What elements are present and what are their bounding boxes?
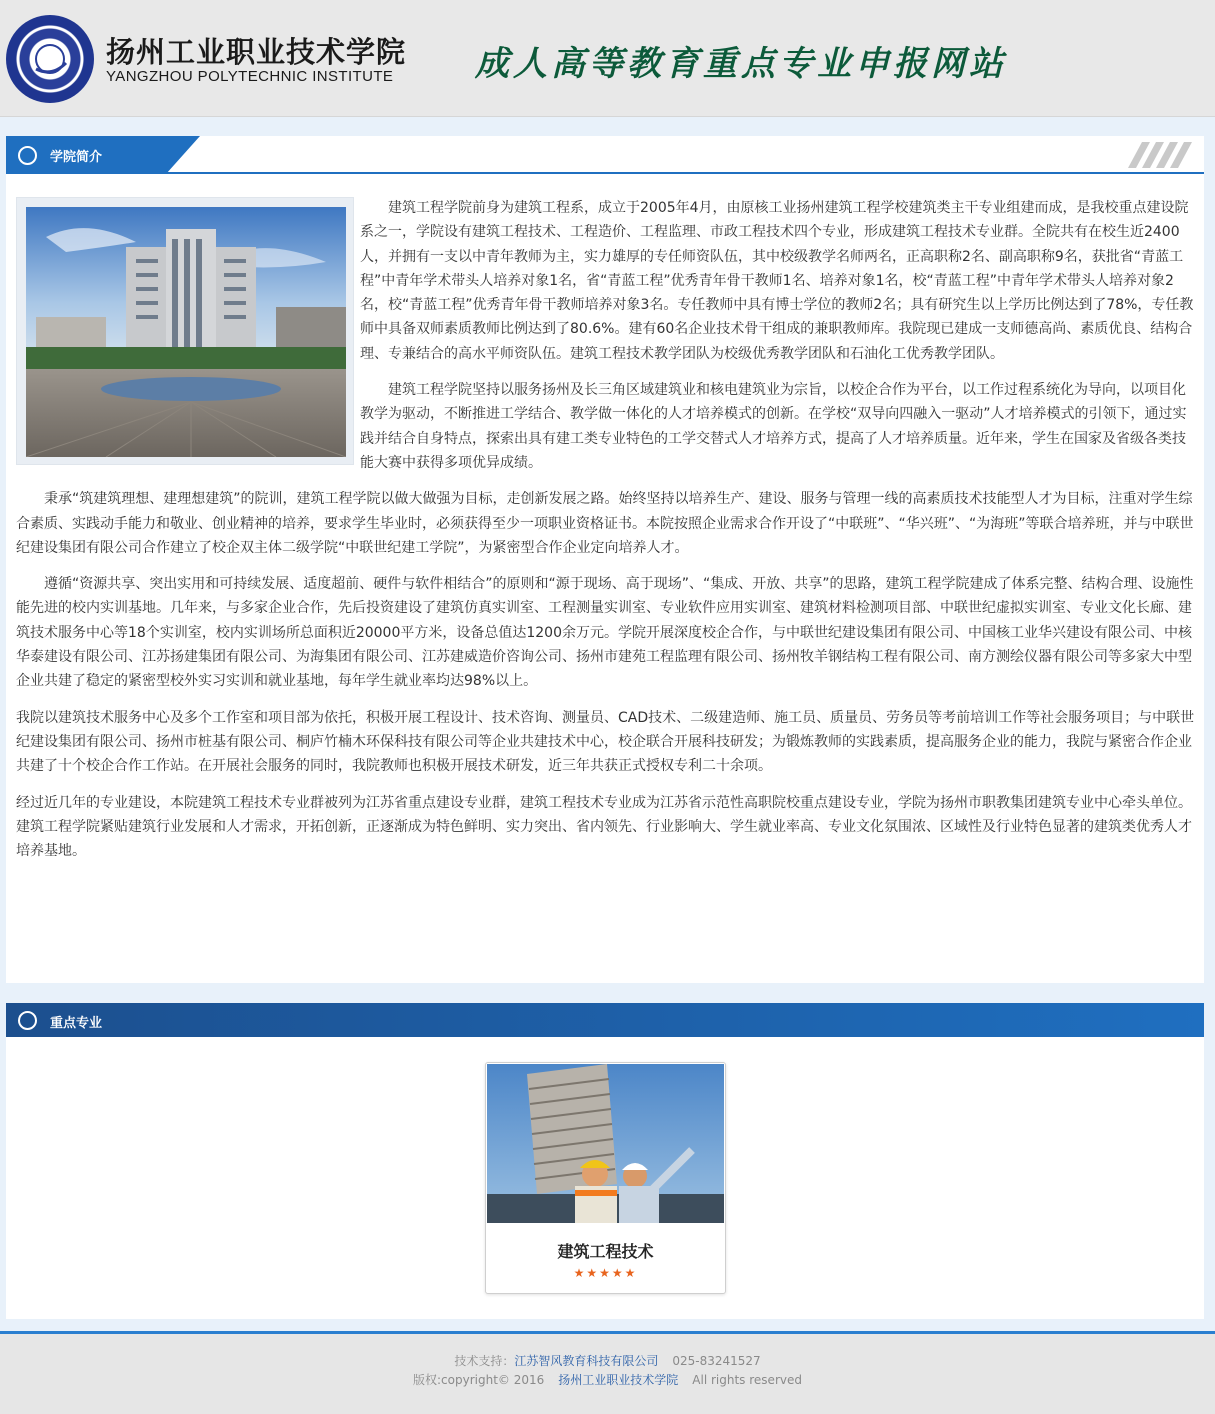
major-photo[interactable] <box>487 1064 724 1223</box>
major-card[interactable] <box>485 1062 726 1294</box>
intro-section-title: 学院简介 <box>50 150 103 165</box>
support-phone: 025-83241527 <box>672 1354 761 1368</box>
rating-stars: ★★★★★ <box>573 1266 638 1280</box>
school-name-cn[interactable]: 扬州工业职业技术学院 <box>106 35 407 69</box>
section-circle-icon <box>18 146 37 165</box>
intro-paragraph: 遵循“资源共享、突出实用和可持续发展、适度超前、硬件与软件相结合”的原则和“源于现场、高于现场”、“集成、开放、共享”的思路，建筑工程学院建成了体系完整、结构合理、设施性能先进的校内实训基地。几年来，与多家企业合作，先后投资建设了建筑仿真实训室、工程测量实训室、专业软件应用实训室、建筑材料检测项目部、中联世纪虚拟实训室、专业文化长廊、建筑技术服务中心等18个实训室，校内实训场所总面积近20000平方米，设备总值达1200余万元。学院开展深度校企合作，与中联世纪建设集团有限公司、中国核工业华兴建设有限公司、中核华泰建设有限公司、江苏扬建集团有限公司、为海集团有限公司、江苏建威造价咨询公司、扬州市建苑工程监理有限公司、扬州牧羊钢结构工程有限公司、南方测绘仪器有限公司等多家大中型企业共建了稳定的紧密型校外实习实训和就业基地，每年学生就业率均达98%以上。 <box>16 576 1194 690</box>
intro-paragraph: 经过近几年的专业建设，本院建筑工程技术专业群被列为江苏省重点建设专业群，建筑工程技术专业成为江苏省示范性高职院校重点建设专业，学院为扬州市职教集团建筑专业中心牵头单位。建筑工程学院紧贴建筑行业发展和人才需求，开拓创新，正逐渐成为特色鲜明、实力突出、省内领先、行业影响大、学生就业率高、专业文化氛围浓、区域性及行业特色显著的建筑类优秀人才培养基地。 <box>16 794 1192 860</box>
school-seal-icon[interactable] <box>6 15 94 103</box>
majors-section-bar <box>6 1003 1204 1037</box>
intro-section-bar <box>6 136 1204 174</box>
footer-copyright-line <box>0 1371 1215 1388</box>
site-header <box>0 0 1215 117</box>
section-circle-icon <box>18 1011 37 1030</box>
intro-paragraph: 秉承“筑建筑理想、建理想建筑”的院训，建筑工程学院以做大做强为目标，走创新发展之路。始终坚持以培养生产、建设、服务与管理一线的高素质技术技能型人才为目标，注重对学生综合素质、实践动手能力和敬业、创业精神的培养，要求学生毕业时，必须获得至少一项职业资格证书。本院按照企业需求合作开设了“中联班”、“华兴班”、“为海班”等联合培养班，并与中联世纪建设集团有限公司合作建立了校企双主体二级学院“中联世纪建工学院”，为紧密型合作企业定向培养人才。 <box>16 491 1194 556</box>
school-name-en[interactable]: YANGZHOU POLYTECHNIC INSTITUTE <box>106 68 394 85</box>
intro-paragraph: 建筑工程学院前身为建筑工程系，成立于2005年4月，由原核工业扬州建筑工程学校建筑类主干专业组建而成，是我校重点建设院系之一，学院设有建筑工程技术、工程造价、工程监理、市政工程技术四个专业，形成建筑工程技术专业群。全院共有在校生近2400人，并拥有一支以中青年教师为主，实力雄厚的专任师资队伍，其中校级教学名师两名，正高职称2名、副高职称9名，获批省“青蓝工程”中青年学术带头人培养对象1名，省“青蓝工程”优秀青年骨干教师1名、培养对象1名，校“青蓝工程”中青年学术带头人培养对象2名，校“青蓝工程”优秀青年骨干教师培养对象3名。专任教师中具有博士学位的教师2名；具有研究生以上学历比例达到了78%，专任教师中具备双师素质教师比例达到了80.6%。建有60名企业技术骨干组成的兼职教师库。我院现已建成一支师德高尚、素质优良、结构合理、专兼结合的高水平师资队伍。建筑工程技术教学团队为校级优秀教学团队和石油化工优秀教学团队。 <box>360 200 1194 362</box>
intro-paragraph: 建筑工程学院坚持以服务扬州及长三角区域建筑业和核电建筑业为宗旨，以校企合作为平台，以工作过程系统化为导向，以项目化教学为驱动，不断推进工学结合、教学做一体化的人才培养模式的创新。在学校“双导向四融入一驱动”人才培养模式的引领下，通过实践并结合自身特点，探索出具有建工类专业特色的工学交替式人才培养方式，提高了人才培养质量。近年来，学生在国家及省级各类技能大赛中获得多项优异成绩。 <box>360 382 1187 471</box>
intro-text <box>16 196 1196 875</box>
majors-section-title: 重点专业 <box>50 1016 103 1031</box>
copyright-owner-link[interactable]: 扬州工业职业技术学院 <box>558 1373 679 1387</box>
photo-spacer <box>16 196 360 472</box>
footer-support-line <box>0 1352 1215 1369</box>
diagonal-stripes-icon <box>1128 142 1194 168</box>
major-name[interactable]: 建筑工程技术 <box>557 1242 654 1261</box>
support-label: 技术支持： <box>454 1354 515 1368</box>
intro-panel <box>6 136 1204 983</box>
majors-panel <box>6 1003 1204 1319</box>
support-company-link[interactable]: 江苏智风教育科技有限公司 <box>514 1354 659 1368</box>
copyright-label: 版权:copyright© 2016 <box>413 1373 545 1387</box>
site-footer <box>0 1331 1215 1414</box>
intro-paragraph: 我院以建筑技术服务中心及多个工作室和项目部为依托，积极开展工程设计、技术咨询、测量员、CAD技术、二级建造师、施工员、质量员、劳务员等考前培训工作等社会服务项目；与中联世纪建设集团有限公司、扬州市桩基有限公司、桐庐竹楠木环保科技有限公司等企业共建技术中心，校企联合开展科技研发；为锻炼教师的实践素质，提高服务企业的能力，我院与紧密合作企业共建了十个校企合作工作站。在开展社会服务的同时，我院教师也积极开展技术研发，近三年共获正式授权专利二十余项。 <box>16 709 1195 775</box>
site-title: 成人高等教育重点专业申报网站 <box>475 44 1007 84</box>
rights-text: All rights reserved <box>692 1373 802 1387</box>
